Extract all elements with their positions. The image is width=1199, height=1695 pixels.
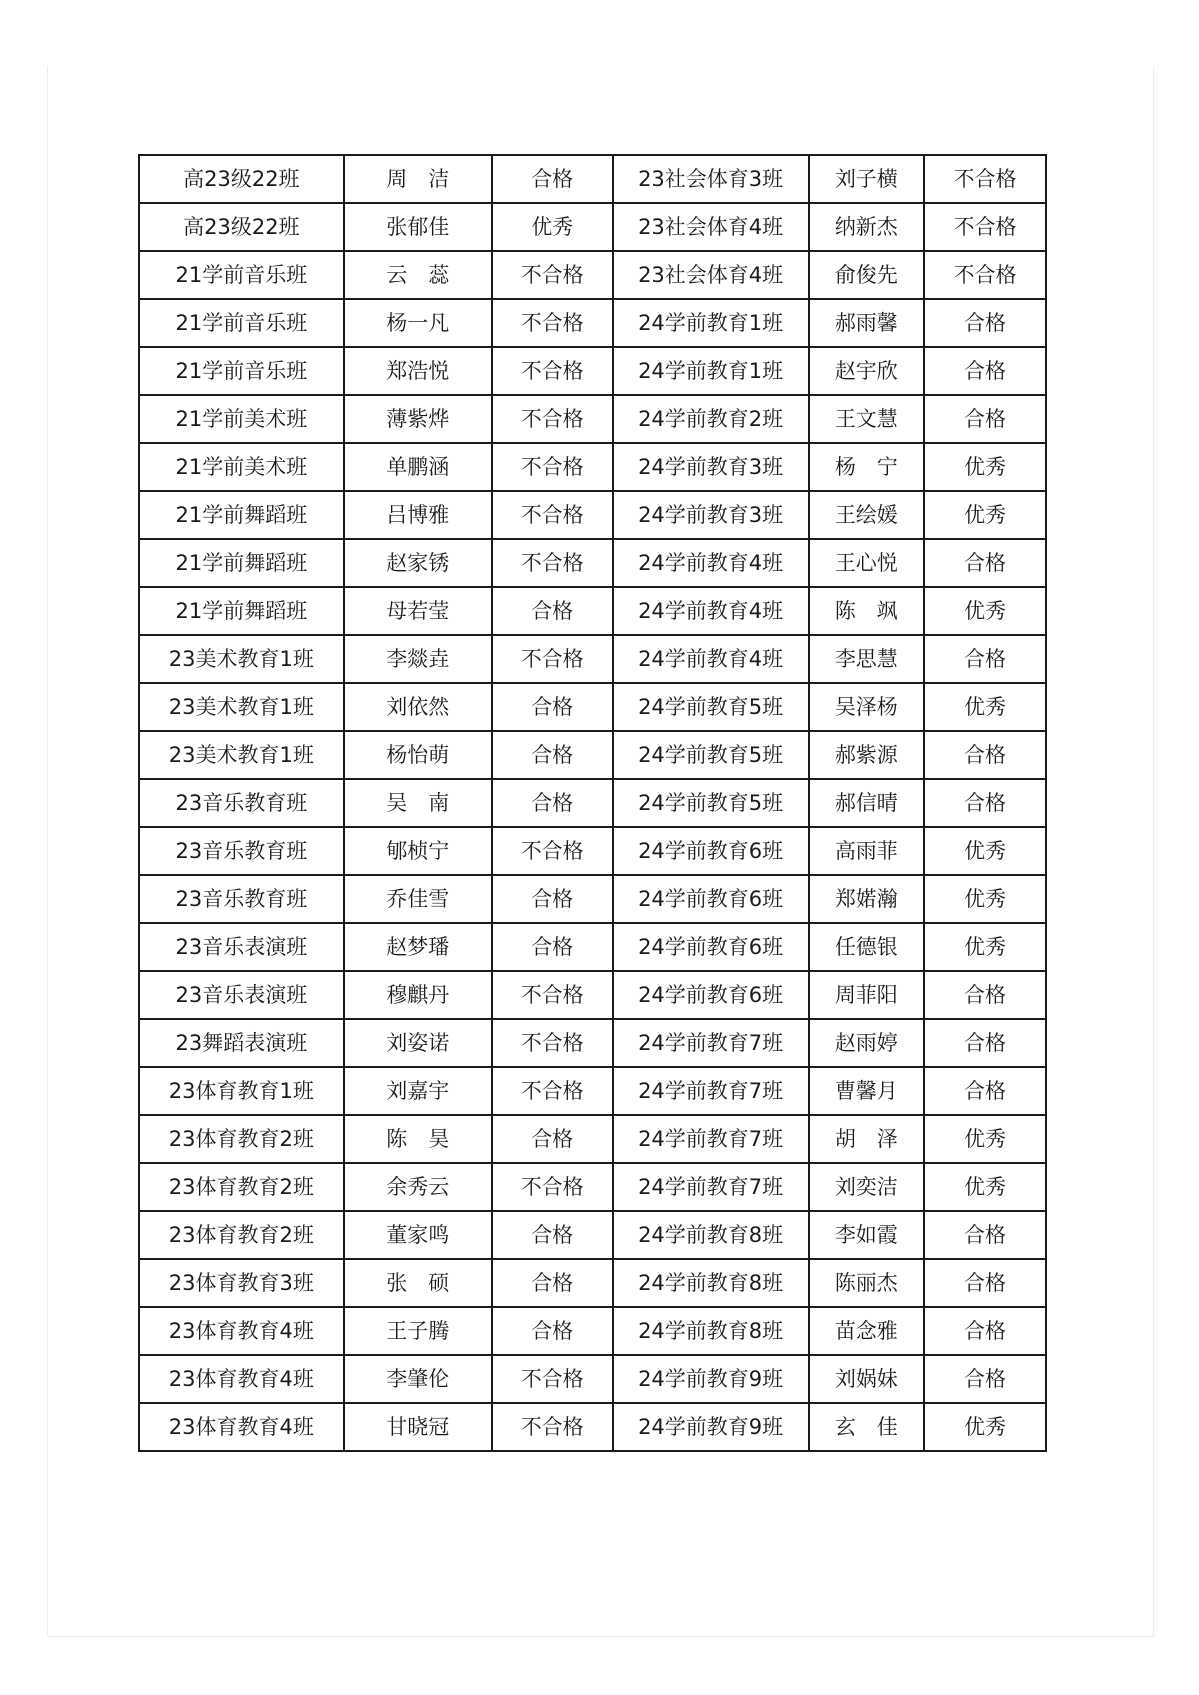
class-cell-left: 23音乐表演班 [139, 923, 344, 971]
result-cell-left: 不合格 [492, 1067, 613, 1115]
class-cell-right: 24学前教育8班 [613, 1259, 809, 1307]
class-cell-right: 24学前教育8班 [613, 1307, 809, 1355]
result-cell-right: 不合格 [924, 251, 1046, 299]
student-name-cell-right: 俞俊先 [809, 251, 924, 299]
student-name-cell-right: 胡 泽 [809, 1115, 924, 1163]
student-name-cell-left: 郇桢宁 [344, 827, 492, 875]
student-name-cell-right: 刘娲妹 [809, 1355, 924, 1403]
student-name-cell-right: 吴泽杨 [809, 683, 924, 731]
class-cell-right: 24学前教育9班 [613, 1355, 809, 1403]
class-cell-left: 23体育教育2班 [139, 1163, 344, 1211]
class-cell-right: 24学前教育6班 [613, 875, 809, 923]
student-name-cell-left: 薄紫烨 [344, 395, 492, 443]
result-cell-left: 不合格 [492, 491, 613, 539]
student-name-cell-right: 陈丽杰 [809, 1259, 924, 1307]
result-cell-left: 合格 [492, 155, 613, 203]
result-cell-left: 合格 [492, 1259, 613, 1307]
result-cell-right: 合格 [924, 1259, 1046, 1307]
student-name-cell-left: 杨一凡 [344, 299, 492, 347]
table-row [139, 875, 1046, 923]
student-name-cell-left: 刘嘉宇 [344, 1067, 492, 1115]
result-cell-right: 优秀 [924, 491, 1046, 539]
table-row [139, 923, 1046, 971]
table-row [139, 971, 1046, 1019]
class-cell-left: 23体育教育4班 [139, 1355, 344, 1403]
student-name-cell-right: 曹馨月 [809, 1067, 924, 1115]
student-name-cell-left: 单鹏涵 [344, 443, 492, 491]
class-cell-left: 23体育教育4班 [139, 1403, 344, 1451]
result-cell-left: 不合格 [492, 443, 613, 491]
result-cell-right: 优秀 [924, 1115, 1046, 1163]
student-name-cell-left: 陈 昊 [344, 1115, 492, 1163]
table-row [139, 251, 1046, 299]
table-row [139, 1115, 1046, 1163]
result-cell-left: 不合格 [492, 395, 613, 443]
table-row [139, 395, 1046, 443]
class-cell-right: 24学前教育5班 [613, 683, 809, 731]
class-cell-right: 24学前教育2班 [613, 395, 809, 443]
student-name-cell-right: 刘子横 [809, 155, 924, 203]
result-cell-left: 不合格 [492, 635, 613, 683]
table-row [139, 491, 1046, 539]
result-cell-left: 优秀 [492, 203, 613, 251]
class-cell-left: 23体育教育2班 [139, 1115, 344, 1163]
table-row [139, 347, 1046, 395]
result-cell-right: 优秀 [924, 827, 1046, 875]
result-cell-left: 合格 [492, 779, 613, 827]
class-cell-left: 21学前舞蹈班 [139, 539, 344, 587]
class-cell-left: 高23级22班 [139, 203, 344, 251]
student-name-cell-left: 李肇伦 [344, 1355, 492, 1403]
class-cell-left: 23舞蹈表演班 [139, 1019, 344, 1067]
table-row [139, 1355, 1046, 1403]
result-cell-left: 不合格 [492, 1163, 613, 1211]
class-cell-right: 24学前教育3班 [613, 443, 809, 491]
student-name-cell-left: 郑浩悦 [344, 347, 492, 395]
student-name-cell-right: 刘奕洁 [809, 1163, 924, 1211]
table-row [139, 1211, 1046, 1259]
result-cell-left: 合格 [492, 683, 613, 731]
class-cell-left: 23音乐表演班 [139, 971, 344, 1019]
student-name-cell-left: 乔佳雪 [344, 875, 492, 923]
result-cell-left: 不合格 [492, 971, 613, 1019]
student-name-cell-right: 郝信晴 [809, 779, 924, 827]
result-cell-left: 不合格 [492, 347, 613, 395]
result-cell-right: 合格 [924, 1211, 1046, 1259]
result-cell-right: 合格 [924, 299, 1046, 347]
class-cell-left: 21学前音乐班 [139, 347, 344, 395]
student-name-cell-left: 赵梦璠 [344, 923, 492, 971]
result-cell-right: 合格 [924, 971, 1046, 1019]
table-row [139, 203, 1046, 251]
class-cell-right: 24学前教育9班 [613, 1403, 809, 1451]
class-cell-left: 21学前美术班 [139, 443, 344, 491]
class-cell-left: 23音乐教育班 [139, 827, 344, 875]
student-name-cell-left: 李燚垚 [344, 635, 492, 683]
table-row [139, 1403, 1046, 1451]
table-row [139, 827, 1046, 875]
table-row [139, 1307, 1046, 1355]
class-cell-right: 24学前教育5班 [613, 731, 809, 779]
student-name-cell-left: 董家鸣 [344, 1211, 492, 1259]
class-cell-left: 23美术教育1班 [139, 683, 344, 731]
student-name-cell-right: 王心悦 [809, 539, 924, 587]
student-name-cell-right: 郑婼瀚 [809, 875, 924, 923]
student-name-cell-left: 张郁佳 [344, 203, 492, 251]
class-cell-right: 24学前教育1班 [613, 299, 809, 347]
result-cell-left: 不合格 [492, 1355, 613, 1403]
table-row [139, 1163, 1046, 1211]
class-cell-left: 高23级22班 [139, 155, 344, 203]
table-row [139, 587, 1046, 635]
student-name-cell-right: 苗念雅 [809, 1307, 924, 1355]
class-cell-right: 24学前教育4班 [613, 635, 809, 683]
class-cell-right: 23社会体育4班 [613, 203, 809, 251]
class-cell-right: 23社会体育4班 [613, 251, 809, 299]
result-cell-right: 优秀 [924, 1163, 1046, 1211]
class-cell-right: 24学前教育7班 [613, 1115, 809, 1163]
class-cell-left: 23体育教育2班 [139, 1211, 344, 1259]
class-cell-left: 23美术教育1班 [139, 731, 344, 779]
result-cell-right: 合格 [924, 539, 1046, 587]
result-cell-right: 合格 [924, 731, 1046, 779]
student-name-cell-right: 陈 飒 [809, 587, 924, 635]
student-name-cell-left: 甘晓冠 [344, 1403, 492, 1451]
student-name-cell-left: 母若莹 [344, 587, 492, 635]
student-name-cell-left: 穆麒丹 [344, 971, 492, 1019]
class-cell-left: 23音乐教育班 [139, 779, 344, 827]
result-cell-right: 不合格 [924, 203, 1046, 251]
class-cell-right: 24学前教育8班 [613, 1211, 809, 1259]
table-row [139, 635, 1046, 683]
result-cell-right: 优秀 [924, 587, 1046, 635]
result-cell-right: 合格 [924, 1355, 1046, 1403]
class-cell-right: 24学前教育7班 [613, 1067, 809, 1115]
student-name-cell-right: 李思慧 [809, 635, 924, 683]
student-name-cell-right: 王文慧 [809, 395, 924, 443]
student-name-cell-right: 郝紫源 [809, 731, 924, 779]
student-name-cell-right: 任德银 [809, 923, 924, 971]
table-row [139, 1019, 1046, 1067]
student-name-cell-left: 赵家锈 [344, 539, 492, 587]
class-cell-right: 24学前教育7班 [613, 1019, 809, 1067]
class-cell-left: 23体育教育1班 [139, 1067, 344, 1115]
result-cell-left: 不合格 [492, 539, 613, 587]
result-cell-left: 合格 [492, 1211, 613, 1259]
result-cell-left: 合格 [492, 875, 613, 923]
class-cell-left: 21学前舞蹈班 [139, 491, 344, 539]
result-cell-left: 不合格 [492, 251, 613, 299]
student-name-cell-right: 郝雨馨 [809, 299, 924, 347]
class-cell-right: 24学前教育5班 [613, 779, 809, 827]
result-cell-right: 优秀 [924, 443, 1046, 491]
result-cell-right: 合格 [924, 1307, 1046, 1355]
class-cell-right: 24学前教育4班 [613, 587, 809, 635]
class-cell-right: 24学前教育6班 [613, 971, 809, 1019]
student-name-cell-left: 吴 南 [344, 779, 492, 827]
class-cell-right: 24学前教育7班 [613, 1163, 809, 1211]
result-cell-left: 不合格 [492, 299, 613, 347]
table-row [139, 779, 1046, 827]
result-cell-left: 不合格 [492, 1019, 613, 1067]
student-name-cell-left: 刘依然 [344, 683, 492, 731]
class-cell-left: 21学前音乐班 [139, 299, 344, 347]
student-name-cell-left: 张 硕 [344, 1259, 492, 1307]
result-cell-right: 合格 [924, 395, 1046, 443]
result-cell-right: 优秀 [924, 875, 1046, 923]
result-cell-right: 不合格 [924, 155, 1046, 203]
result-cell-left: 不合格 [492, 1403, 613, 1451]
class-cell-left: 21学前美术班 [139, 395, 344, 443]
table-row [139, 155, 1046, 203]
result-cell-left: 合格 [492, 731, 613, 779]
student-name-cell-right: 高雨菲 [809, 827, 924, 875]
table-row [139, 683, 1046, 731]
result-cell-right: 合格 [924, 1019, 1046, 1067]
student-name-cell-right: 玄 佳 [809, 1403, 924, 1451]
result-cell-left: 合格 [492, 1307, 613, 1355]
table-row [139, 443, 1046, 491]
result-cell-left: 合格 [492, 587, 613, 635]
class-cell-right: 24学前教育6班 [613, 827, 809, 875]
class-cell-right: 24学前教育1班 [613, 347, 809, 395]
result-cell-left: 合格 [492, 1115, 613, 1163]
student-name-cell-left: 杨怡萌 [344, 731, 492, 779]
results-table-body [139, 155, 1046, 1451]
table-row [139, 731, 1046, 779]
class-cell-right: 24学前教育6班 [613, 923, 809, 971]
class-cell-left: 23音乐教育班 [139, 875, 344, 923]
student-name-cell-right: 赵雨婷 [809, 1019, 924, 1067]
student-name-cell-right: 杨 宁 [809, 443, 924, 491]
results-table [138, 154, 1047, 1452]
result-cell-right: 优秀 [924, 923, 1046, 971]
table-row [139, 1067, 1046, 1115]
student-name-cell-right: 纳新杰 [809, 203, 924, 251]
student-name-cell-left: 刘姿诺 [344, 1019, 492, 1067]
student-name-cell-right: 李如霞 [809, 1211, 924, 1259]
result-cell-right: 优秀 [924, 1403, 1046, 1451]
result-cell-right: 合格 [924, 1067, 1046, 1115]
student-name-cell-right: 赵宇欣 [809, 347, 924, 395]
result-cell-right: 优秀 [924, 683, 1046, 731]
class-cell-left: 23美术教育1班 [139, 635, 344, 683]
student-name-cell-left: 王子腾 [344, 1307, 492, 1355]
result-cell-right: 合格 [924, 779, 1046, 827]
class-cell-right: 24学前教育3班 [613, 491, 809, 539]
student-name-cell-left: 云 蕊 [344, 251, 492, 299]
class-cell-left: 21学前舞蹈班 [139, 587, 344, 635]
student-name-cell-left: 周 洁 [344, 155, 492, 203]
result-cell-right: 合格 [924, 635, 1046, 683]
class-cell-left: 23体育教育3班 [139, 1259, 344, 1307]
table-row [139, 539, 1046, 587]
student-name-cell-left: 余秀云 [344, 1163, 492, 1211]
table-row [139, 299, 1046, 347]
class-cell-right: 24学前教育4班 [613, 539, 809, 587]
student-name-cell-right: 周菲阳 [809, 971, 924, 1019]
class-cell-right: 23社会体育3班 [613, 155, 809, 203]
result-cell-right: 合格 [924, 347, 1046, 395]
class-cell-left: 23体育教育4班 [139, 1307, 344, 1355]
class-cell-left: 21学前音乐班 [139, 251, 344, 299]
result-cell-left: 合格 [492, 923, 613, 971]
table-row [139, 1259, 1046, 1307]
student-name-cell-right: 王绘媛 [809, 491, 924, 539]
student-name-cell-left: 吕博雅 [344, 491, 492, 539]
result-cell-left: 不合格 [492, 827, 613, 875]
